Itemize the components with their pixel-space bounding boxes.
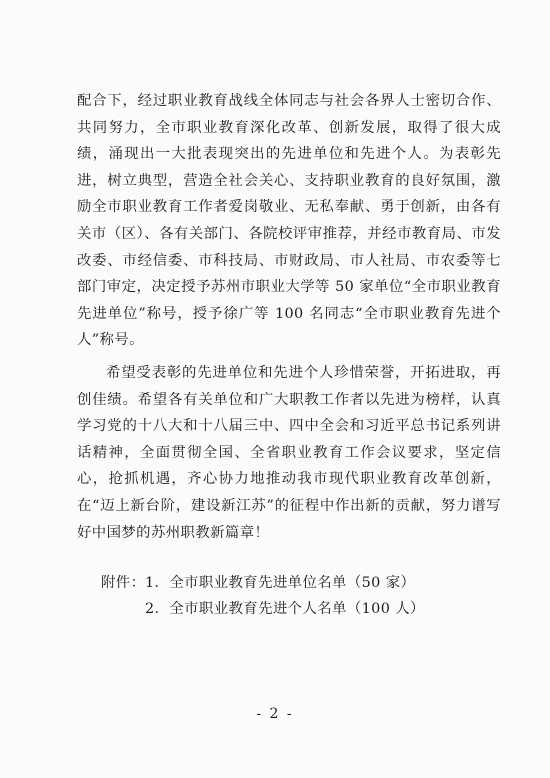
attachment-item-units: 1．全市职业教育先进单位名单（50 家）	[145, 575, 416, 591]
document-body	[77, 88, 501, 546]
paragraph-commendation-decision: 配合下，经过职业教育战线全体同志与社会各界人士密切合作、共同努力，全市职业教育深化改革、创新发展，取得了很大成绩，涌现出一大批表现突出的先进单位和先进个人。为表彰先进，树立典型，营造全社会关心、支持职业教育的良好氛围，激励全市职业教育工作者爱岗敬业、无私奉献、勇于创新，由各有关市（区）、各有关部门、各院校评审推荐，并经市教育局、市发改委、市经信委、市科技局、市财政局、市人社局、市农委等七部门审定，决定授予苏州市职业大学等 50 家单位“全市职业教育先进单位”称号，授予徐广等 100 名同志“全市职业教育先进个人”称号。	[77, 93, 501, 349]
attachments-label: 附件：	[101, 575, 146, 591]
page-number: - 2 -	[256, 706, 294, 722]
attachment-item-individuals: 2．全市职业教育先进个人名单（100 人）	[145, 601, 425, 617]
attachment-row-1	[101, 570, 425, 596]
attachment-row-2	[101, 596, 425, 622]
attachments-section	[101, 570, 425, 622]
paragraph-expectations: 希望受表彰的先进单位和先进个人珍惜荣誉，开拓进取，再创佳绩。希望各有关单位和广大职教工作者以先进为榜样，认真学习党的十八大和十八届三中、四中全会和习近平总书记系列讲话精神，全面贯彻全国、全省职业教育工作会议要求，坚定信心，抢抓机遇，齐心协力地推动我市现代职业教育改革创新，在“迈上新台阶，建设新江苏”的征程中作出新的贡献，努力谱写好中国梦的苏州职教新篇章！	[77, 364, 501, 541]
